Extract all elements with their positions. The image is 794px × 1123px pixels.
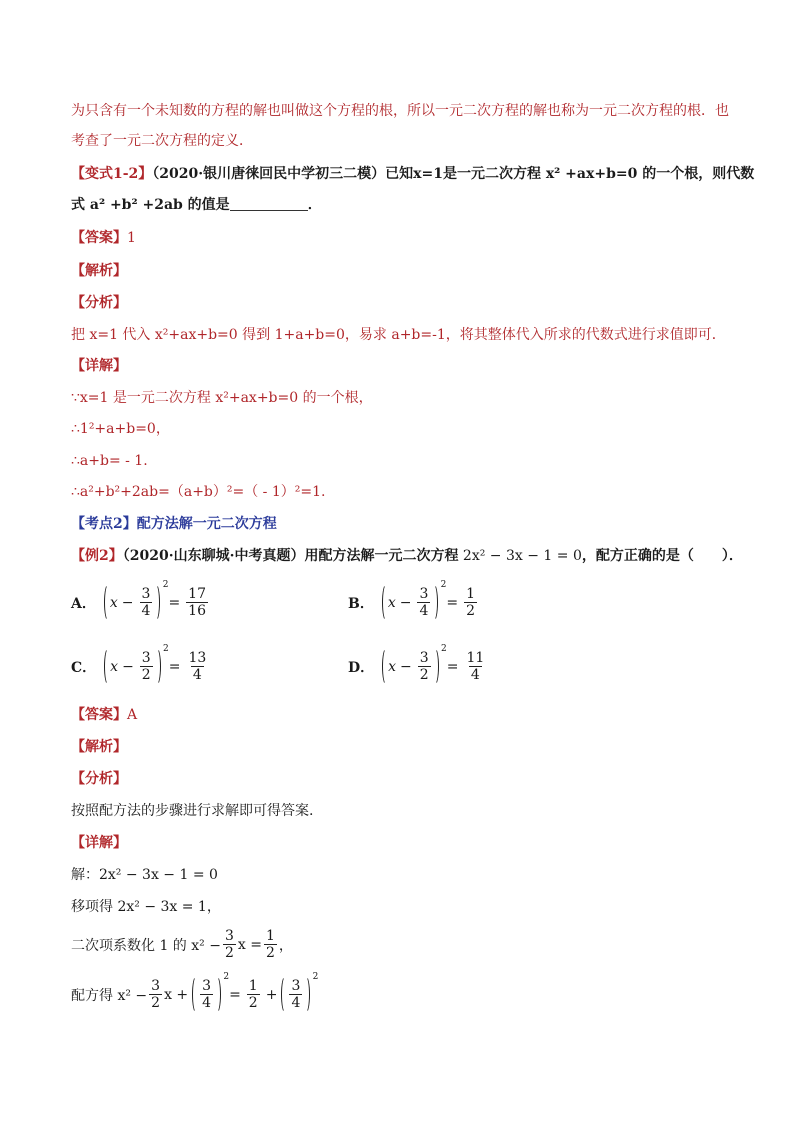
- var-x: x: [388, 658, 397, 675]
- detail2-step1: 解：2x² − 3x − 1 = 0: [71, 867, 218, 883]
- detail1-line: ∵x=1 是一元二次方程 x²+ax+b=0 的一个根，: [71, 390, 373, 406]
- answer1-value: 1: [127, 230, 136, 246]
- option-label: B．: [348, 595, 374, 612]
- denominator: 2: [248, 995, 258, 1011]
- fraction: [247, 978, 260, 1011]
- denominator: 4: [291, 995, 301, 1011]
- equals-sign: =: [168, 594, 181, 611]
- equals-sign: =: [168, 658, 181, 675]
- answer-blank: [230, 196, 308, 211]
- denominator: 2: [419, 667, 429, 683]
- numerator: 3: [224, 928, 234, 944]
- minus-sign: −: [121, 594, 134, 611]
- denominator: 4: [192, 667, 202, 683]
- option-a[interactable]: [71, 580, 210, 619]
- plus-sign: +: [265, 986, 278, 1003]
- denominator: 4: [141, 603, 151, 619]
- fraction: [186, 586, 208, 619]
- numerator: 3: [141, 586, 151, 602]
- paren-group: [382, 644, 447, 683]
- paren-group: [192, 972, 230, 1011]
- denominator: 4: [419, 603, 429, 619]
- var-x: x: [110, 658, 119, 675]
- equals-sign: =: [229, 986, 241, 1003]
- fraction: [200, 978, 213, 1011]
- xiangjie2: 【详解】: [71, 835, 127, 851]
- detail1-line: ∴a+b= - 1.: [71, 453, 148, 469]
- answer1-label: 【答案】: [71, 230, 127, 246]
- option-d[interactable]: [348, 644, 488, 683]
- example-source: （2020·山东聊城·中考真题）: [122, 548, 305, 564]
- fraction: [140, 586, 153, 619]
- numerator: 3: [291, 978, 301, 994]
- variant-question-line2: [71, 195, 322, 215]
- option-label: C．: [71, 659, 97, 676]
- minus-sign: −: [399, 594, 412, 611]
- numerator: 3: [419, 650, 429, 666]
- minus-sign: −: [122, 658, 134, 675]
- jiexi1: 【解析】: [71, 263, 127, 279]
- option-label: A．: [71, 595, 96, 612]
- variant-question-line1: [71, 164, 754, 184]
- exponent: 2: [440, 644, 447, 654]
- numerator: 1: [265, 928, 275, 944]
- minus-sign: −: [400, 658, 412, 675]
- example-question: [71, 546, 743, 566]
- fraction: [417, 586, 430, 619]
- fraction: [149, 978, 162, 1011]
- answer1: [71, 228, 136, 248]
- var-x: x: [387, 594, 396, 611]
- fraction: [464, 586, 477, 619]
- numerator: 3: [141, 650, 151, 666]
- example-tail: ，配方正确的是（ ）．: [581, 548, 743, 564]
- step3-prefix: 二次项系数化 1 的 x² −: [71, 937, 221, 954]
- detail2-step4: [71, 972, 319, 1011]
- variant-text2-end: ．: [307, 197, 322, 213]
- exponent: 2: [162, 580, 169, 590]
- numerator: 1: [248, 978, 258, 994]
- fraction: [223, 928, 236, 961]
- step3-middle: x =: [237, 936, 262, 953]
- numerator: 13: [188, 650, 207, 666]
- analysis1: 把 x=1 代入 x²+ax+b=0 得到 1+a+b=0，易求 a+b=-1，将其整体代入所求的代数式进行求值即可．: [71, 327, 726, 343]
- exponent: 2: [440, 580, 447, 590]
- denominator: 2: [151, 995, 161, 1011]
- detail1-line: ∴1²+a+b=0，: [71, 421, 170, 437]
- variant-text2: 式 a² +b² +2ab 的值是: [71, 197, 230, 213]
- fraction: [186, 650, 208, 683]
- jiexi2: 【解析】: [71, 739, 127, 755]
- detail2-step2: 移项得 2x² − 3x = 1，: [71, 899, 221, 915]
- denominator: 2: [141, 667, 151, 683]
- fenxi2: 【分析】: [71, 771, 127, 787]
- fenxi1: 【分析】: [71, 295, 127, 311]
- numerator: 11: [466, 650, 485, 666]
- exponent: 2: [312, 972, 319, 982]
- numerator: 17: [188, 586, 206, 602]
- paren-group: [382, 580, 447, 619]
- example-text: 用配方法解一元二次方程: [304, 548, 459, 564]
- kaodian-heading: [71, 514, 277, 534]
- equals-sign: =: [446, 658, 459, 675]
- para1-line2: 考查了一元二次方程的定义．: [71, 133, 253, 149]
- var-x: x: [109, 594, 118, 611]
- paren-group: [104, 580, 169, 619]
- kaodian: 【考点2】配方法解一元二次方程: [71, 516, 277, 532]
- step4-prefix: 配方得 x² −: [71, 987, 148, 1004]
- option-b[interactable]: [348, 580, 479, 619]
- detail2-step3: [71, 928, 293, 961]
- paren-group: [281, 972, 319, 1011]
- option-c[interactable]: [71, 644, 210, 683]
- para1-line1: 为只含有一个未知数的方程的解也叫做这个方程的根，所以一元二次方程的解也称为一元二次方程的根．也: [71, 103, 729, 119]
- exponent: 2: [162, 644, 169, 654]
- analysis2: 按照配方法的步骤进行求解即可得答案.: [71, 803, 314, 819]
- fraction: [264, 928, 277, 961]
- denominator: 2: [466, 603, 476, 619]
- fraction: [140, 650, 153, 683]
- step4-middle: x +: [164, 986, 189, 1003]
- detail1-line: ∴a²+b²+2ab=（a+b）²=（ - 1）²=1.: [71, 484, 326, 500]
- option-label: D．: [348, 659, 375, 676]
- xiangjie1: 【详解】: [71, 358, 127, 374]
- variant-source: （2020·银川唐徕回民中学初三二模）: [152, 166, 386, 182]
- exponent: 2: [223, 972, 230, 982]
- numerator: 3: [202, 978, 212, 994]
- example-tag: 【例2】: [71, 548, 123, 564]
- denominator: 2: [224, 945, 234, 961]
- fraction: [464, 650, 486, 683]
- answer2-label: 【答案】: [71, 707, 127, 723]
- answer2-value: A: [127, 707, 138, 723]
- example-equation: 2x² − 3x − 1 = 0: [462, 548, 582, 564]
- numerator: 1: [466, 586, 476, 602]
- denominator: 16: [188, 603, 206, 619]
- numerator: 3: [419, 586, 429, 602]
- numerator: 3: [151, 978, 161, 994]
- step3-end: ，: [278, 937, 293, 954]
- variant-tag: 【变式1-2】: [71, 166, 153, 182]
- variant-text1: 已知x=1是一元二次方程 x² +ax+b=0 的一个根，则代数: [385, 166, 755, 182]
- denominator: 4: [470, 667, 480, 683]
- paren-group: [104, 644, 169, 683]
- fraction: [418, 650, 431, 683]
- answer2: [71, 705, 137, 725]
- fraction: [289, 978, 302, 1011]
- denominator: 2: [265, 945, 275, 961]
- equals-sign: =: [446, 594, 459, 611]
- denominator: 4: [202, 995, 212, 1011]
